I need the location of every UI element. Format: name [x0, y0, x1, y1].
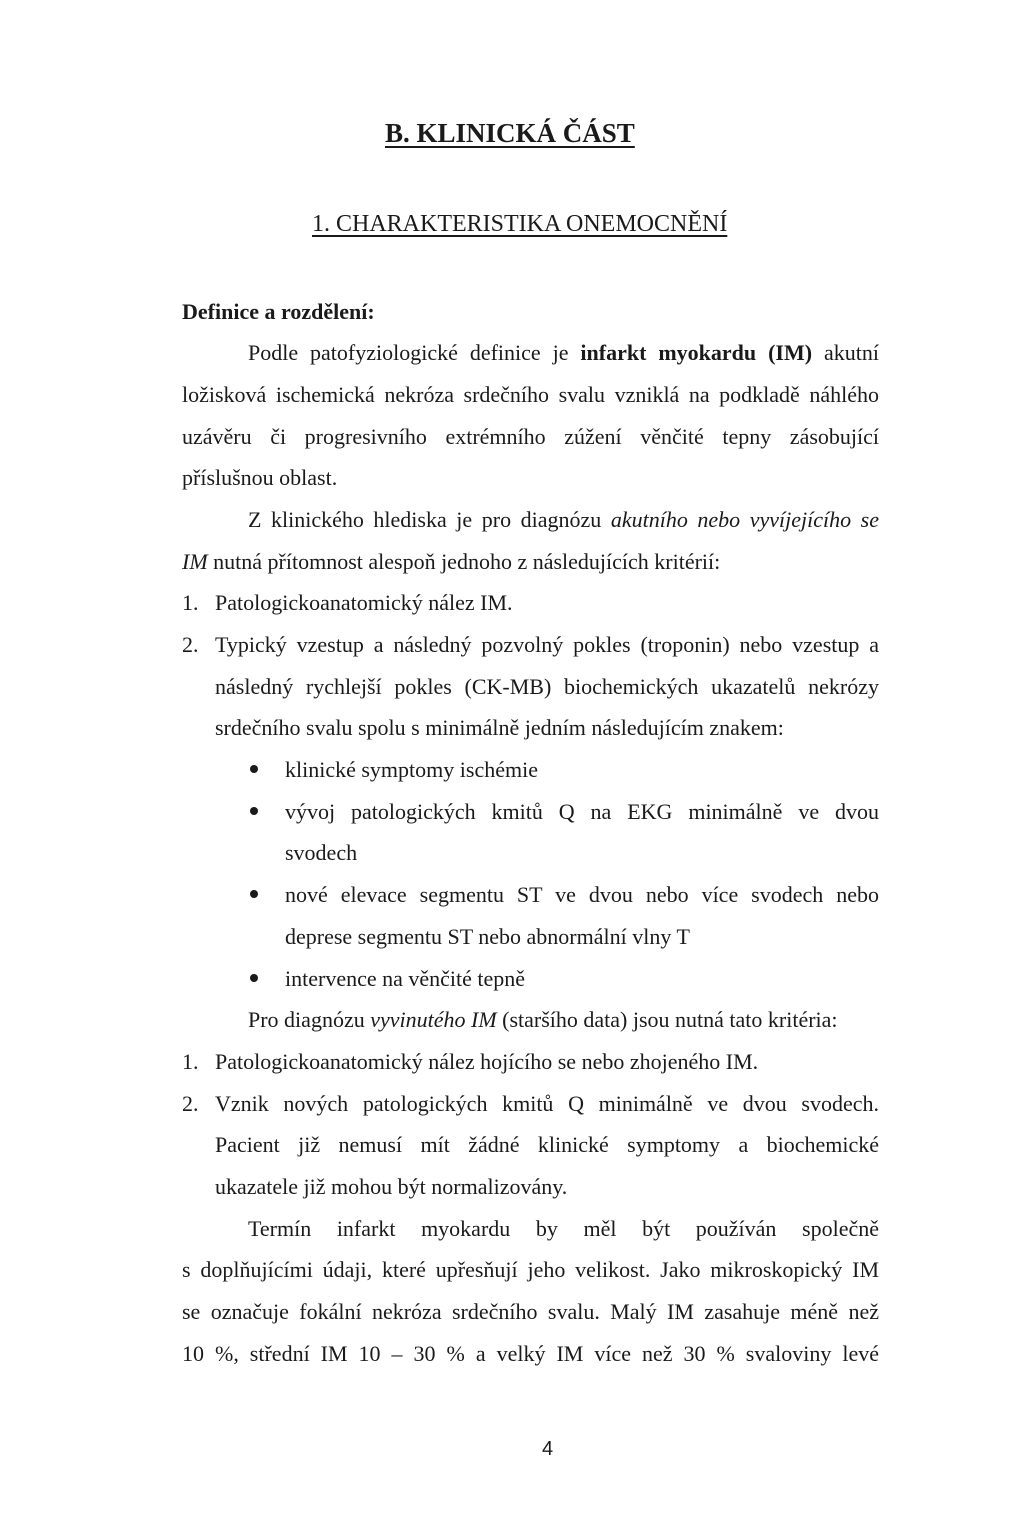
acute-criterion-1-number: 1.	[182, 590, 199, 615]
paragraph-4-line-4: 10 %, střední IM 10 – 30 % a velký IM více než 30 % svaloviny levé	[182, 1341, 879, 1366]
paragraph-4-line-3: se označuje fokální nekróza srdečního svalu. Malý IM zasahuje méně než	[182, 1299, 879, 1324]
acute-criterion-2-line-3: srdečního svalu spolu s minimálně jedním následujícím znakem:	[215, 715, 784, 740]
text-run: Podle patofyziologické definice je	[248, 340, 581, 365]
paragraph-4-line-2: s doplňujícími údaji, které upřesňují jeho velikost. Jako mikroskopický IM	[182, 1257, 879, 1282]
old-criterion-1-number: 1.	[182, 1049, 199, 1074]
bullet-3-line-2: deprese segmentu ST nebo abnormální vlny T	[285, 924, 690, 949]
italic-term: IM	[182, 549, 208, 574]
old-criterion-2-line-2: Pacient již nemusí mít žádné klinické symptomy a biochemické	[215, 1132, 879, 1157]
paragraph-4-line-1: Termín infarkt myokardu by měl být používán společně	[248, 1216, 879, 1241]
paragraph-1-line-4: příslušnou oblast.	[182, 465, 338, 490]
acute-criterion-2-line-1: Typický vzestup a následný pozvolný pokles (troponin) nebo vzestup a	[215, 632, 879, 657]
text-run: Pro diagnózu	[248, 1007, 371, 1032]
acute-criterion-1-text: Patologickoanatomický nález IM.	[215, 590, 513, 615]
page-number: 4	[542, 1438, 554, 1460]
acute-criterion-2-line-2: následný rychlejší pokles (CK-MB) biochemických ukazatelů nekrózy	[215, 674, 879, 699]
paragraph-1-line-1	[248, 339, 879, 367]
text-run: (staršího data) jsou nutná tato kritéria:	[496, 1007, 838, 1032]
bullet-4-text: intervence na věnčité tepně	[285, 966, 526, 991]
section-title: B. KLINICKÁ ČÁST	[385, 118, 635, 148]
italic-term: vyvinutého IM	[370, 1007, 497, 1032]
bullet-3-line-1: nové elevace segmentu ST ve dvou nebo více svodech nebo	[285, 882, 879, 907]
bold-term: infarkt myokardu (IM)	[580, 340, 813, 365]
text-run: nutná přítomnost alespoň jednoho z následujících kritérií:	[207, 549, 721, 574]
old-criterion-2-line-3: ukazatele již mohou být normalizovány.	[215, 1174, 568, 1199]
definition-heading: Definice a rozdělení:	[182, 299, 375, 324]
text-run: akutní	[812, 340, 880, 365]
acute-criterion-2-number: 2.	[182, 632, 199, 657]
chapter-title: 1. CHARAKTERISTIKA ONEMOCNĚNÍ	[312, 211, 728, 237]
bullet-2-line-2: svodech	[285, 840, 358, 865]
paragraph-1-line-3: uzávěru či progresivního extrémního zúžení věnčité tepny zásobující	[182, 424, 879, 449]
bullet-icon	[250, 974, 258, 982]
italic-term: akutního nebo vyvíjejícího se	[610, 507, 879, 532]
paragraph-3	[248, 1006, 838, 1034]
bullet-1-text: klinické symptomy ischémie	[285, 757, 538, 782]
paragraph-1-line-2: ložisková ischemická nekróza srdečního svalu vzniklá na podkladě náhlého	[182, 382, 879, 407]
bullet-icon	[250, 807, 258, 815]
old-criterion-2-number: 2.	[182, 1091, 199, 1116]
paragraph-2-line-2	[182, 548, 720, 576]
paragraph-2-line-1	[248, 506, 879, 534]
old-criterion-2-line-1: Vznik nových patologických kmitů Q minimálně ve dvou svodech.	[215, 1091, 879, 1116]
bullet-icon	[250, 890, 258, 898]
text-run: Z klinického hlediska je pro diagnózu	[248, 507, 611, 532]
bullet-2-line-1: vývoj patologických kmitů Q na EKG minimálně ve dvou	[285, 799, 879, 824]
bullet-icon	[250, 765, 258, 773]
old-criterion-1-text: Patologickoanatomický nález hojícího se nebo zhojeného IM.	[215, 1049, 759, 1074]
